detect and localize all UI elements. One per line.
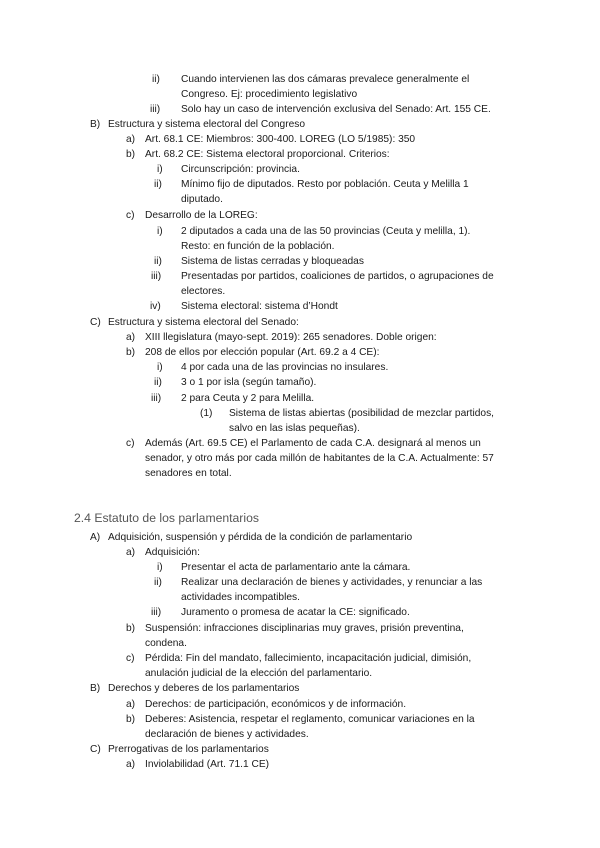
list-marker: a) — [126, 759, 136, 770]
list-text: salvo en las islas pequeñas). — [229, 423, 360, 434]
list-text: XIII llegislatura (mayo-sept. 2019): 265 senadores. Doble origen: — [145, 332, 437, 343]
list-marker: c) — [126, 653, 135, 664]
list-text: Sistema de listas abiertas (posibilidad de mezclar partidos, — [229, 408, 494, 419]
section-title: Estructura y sistema electoral del Senado: — [108, 317, 299, 328]
section-marker: A) — [90, 532, 101, 543]
list-text: Mínimo fijo de diputados. Resto por población. Ceuta y Melilla 1 — [181, 179, 469, 190]
section-marker: C) — [90, 744, 101, 755]
list-text: Sistema electoral: sistema d’Hondt — [181, 301, 338, 312]
list-marker: b) — [126, 347, 136, 358]
list-text: Pérdida: Fin del mandato, fallecimiento, incapacitación judicial, dimisión, — [145, 653, 472, 664]
list-text: senador, y otro más por cada millón de habitantes de la C.A. Actualmente: 57 — [145, 453, 494, 464]
list-marker: iii) — [151, 271, 162, 282]
section-marker: B) — [90, 119, 101, 130]
list-marker: ii) — [154, 377, 162, 388]
list-text: Resto: en función de la población. — [181, 241, 335, 252]
list-text: Presentar el acta de parlamentario ante la cámara. — [181, 562, 411, 573]
section-heading: 2.4 Estatuto de los parlamentarios — [74, 511, 259, 525]
list-text: declaración de bienes y actividades. — [145, 729, 309, 740]
list-marker: c) — [126, 210, 135, 221]
list-text: anulación judicial de la elección del parlamentario. — [145, 668, 373, 679]
list-marker: a) — [126, 134, 136, 145]
list-text: Suspensión: infracciones disciplinarias muy graves, prisión preventina, — [145, 623, 464, 634]
list-text: electores. — [181, 286, 226, 297]
list-marker: ii) — [154, 577, 162, 588]
list-marker: i) — [157, 562, 163, 573]
section-title: Estructura y sistema electoral del Congreso — [108, 119, 306, 130]
list-text: Además (Art. 69.5 CE) el Parlamento de cada C.A. designará al menos un — [145, 438, 481, 449]
list-text: Deberes: Asistencia, respetar el reglamento, comunicar variaciones en la — [145, 714, 475, 725]
list-marker: i) — [157, 362, 163, 373]
list-text: 2 diputados a cada una de las 50 provincias (Ceuta y melilla, 1). — [181, 226, 471, 237]
list-text: actividades incompatibles. — [181, 592, 300, 603]
list-marker: a) — [126, 547, 136, 558]
list-text: diputado. — [181, 194, 223, 205]
list-text: Realizar una declaración de bienes y actividades, y renunciar a las — [181, 577, 483, 588]
list-marker: a) — [126, 699, 136, 710]
list-text: condena. — [145, 638, 187, 649]
list-text: senadores en total. — [145, 468, 232, 479]
list-marker: i) — [157, 164, 163, 175]
list-text: Juramento o promesa de acatar la CE: significado. — [181, 607, 410, 618]
section-marker: C) — [90, 317, 101, 328]
list-text: Inviolabilidad (Art. 71.1 CE) — [145, 759, 270, 770]
list-text: Art. 68.1 CE: Miembros: 300-400. LOREG (LO 5/1985): 350 — [145, 134, 416, 145]
list-text: Desarrollo de la LOREG: — [145, 210, 258, 221]
list-marker: a) — [126, 332, 136, 343]
list-text: 2 para Ceuta y 2 para Melilla. — [181, 393, 315, 404]
list-text: Circunscripción: provincia. — [181, 164, 300, 175]
list-marker: c) — [126, 438, 135, 449]
section-title: Derechos y deberes de los parlamentarios — [108, 683, 300, 694]
list-marker: b) — [126, 623, 136, 634]
list-text: 3 o 1 por isla (según tamaño). — [181, 377, 317, 388]
list-marker: ii) — [152, 74, 160, 85]
list-marker: ii) — [154, 179, 162, 190]
list-text: Derechos: de participación, económicos y de información. — [145, 699, 407, 710]
list-marker: iii) — [151, 607, 162, 618]
list-marker: iii) — [150, 104, 161, 115]
section-marker: B) — [90, 683, 101, 694]
list-text: 208 de ellos por elección popular (Art. 69.2 a 4 CE): — [145, 347, 380, 358]
list-text: Art. 68.2 CE: Sistema electoral proporcional. Criterios: — [145, 149, 390, 160]
list-text: Congreso. Ej: procedimiento legislativo — [181, 89, 358, 100]
list-text: Solo hay un caso de intervención exclusiva del Senado: Art. 155 CE. — [181, 104, 491, 115]
list-marker: iv) — [150, 301, 161, 312]
list-marker: iii) — [151, 393, 162, 404]
list-text: Cuando intervienen las dos cámaras prevalece generalmente el — [181, 74, 470, 85]
list-text: 4 por cada una de las provincias no insulares. — [181, 362, 389, 373]
section-title: Prerrogativas de los parlamentarios — [108, 744, 269, 755]
list-text: Presentadas por partidos, coaliciones de partidos, o agrupaciones de — [181, 271, 494, 282]
list-marker: (1) — [200, 408, 213, 419]
list-marker: b) — [126, 714, 136, 725]
list-marker: i) — [157, 226, 163, 237]
list-text: Sistema de listas cerradas y bloqueadas — [181, 256, 364, 267]
list-marker: b) — [126, 149, 136, 160]
list-text: Adquisición: — [145, 547, 200, 558]
section-title: Adquisición, suspensión y pérdida de la condición de parlamentario — [108, 532, 413, 543]
list-marker: ii) — [154, 256, 162, 267]
